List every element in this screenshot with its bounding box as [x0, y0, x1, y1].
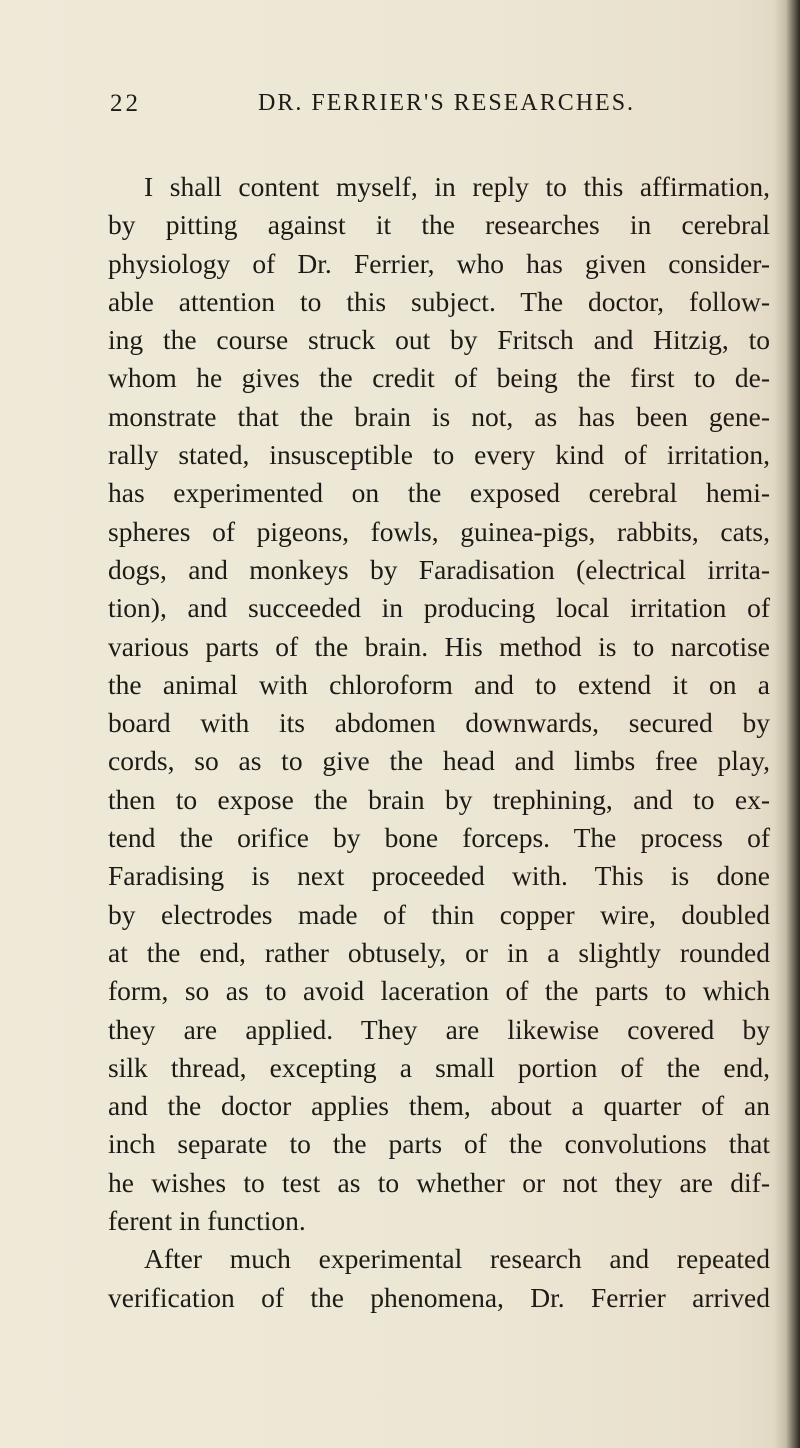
text-line: inch separate to the parts of the convolutions that	[108, 1128, 770, 1160]
text-line: then to expose the brain by trephining, and to ex-	[108, 783, 770, 815]
text-line: I shall content myself, in reply to this affirmation,	[144, 171, 770, 202]
text-line: form, so as to avoid laceration of the parts to which	[108, 975, 770, 1007]
text-line: the animal with chloroform and to extend it on a	[108, 668, 770, 700]
text-line: rally stated, insusceptible to every kind of irritation,	[108, 439, 770, 471]
text-line: tion), and succeeded in producing local irritation of	[108, 592, 770, 624]
text-line: they are applied. They are likewise covered by	[108, 1013, 770, 1045]
text-line: has experimented on the exposed cerebral hemi-	[108, 477, 770, 509]
text-line: After much experimental research and repeated	[144, 1243, 770, 1275]
paragraph-2	[108, 1240, 770, 1317]
page-number: 22	[110, 90, 141, 117]
text-line: silk thread, excepting a small portion of the end,	[108, 1051, 770, 1083]
text-line: monstrate that the brain is not, as has been gene-	[108, 400, 770, 432]
text-line: physiology of Dr. Ferrier, who has given consider-	[108, 247, 770, 279]
text-line: and the doctor applies them, about a quarter of an	[108, 1090, 770, 1122]
text-line: tend the orifice by bone forceps. The process of	[108, 822, 770, 854]
text-line: by electrodes made of thin copper wire, doubled	[108, 898, 770, 930]
text-line: by pitting against it the researches in cerebral	[108, 209, 770, 241]
text-line: at the end, rather obtusely, or in a slightly rounded	[108, 936, 770, 968]
text-line: various parts of the brain. His method is to narcotise	[108, 630, 770, 662]
text-line: verification of the phenomena, Dr. Ferrier arrived	[108, 1281, 770, 1313]
page-edge-shadow	[774, 0, 800, 1448]
paragraph-1	[108, 168, 770, 1240]
text-line: spheres of pigeons, fowls, guinea-pigs, rabbits, cats,	[108, 515, 770, 547]
text-line: board with its abdomen downwards, secured by	[108, 707, 770, 739]
text-line: able attention to this subject. The doctor, follow-	[108, 285, 770, 317]
text-line: ferent in function.	[108, 1205, 306, 1237]
text-line: ing the course struck out by Fritsch and Hitzig, to	[108, 324, 770, 356]
text-line: he wishes to test as to whether or not they are dif-	[108, 1166, 770, 1198]
text-line: dogs, and monkeys by Faradisation (electrical irrita-	[108, 553, 770, 585]
running-head-title: DR. FERRIER'S RESEARCHES.	[258, 90, 636, 116]
running-head	[0, 90, 800, 130]
body-text	[108, 168, 770, 1317]
text-line: Faradising is next proceeded with. This is done	[108, 860, 770, 892]
text-line: cords, so as to give the head and limbs free play,	[108, 745, 770, 777]
text-line: whom he gives the credit of being the first to de-	[108, 362, 770, 394]
